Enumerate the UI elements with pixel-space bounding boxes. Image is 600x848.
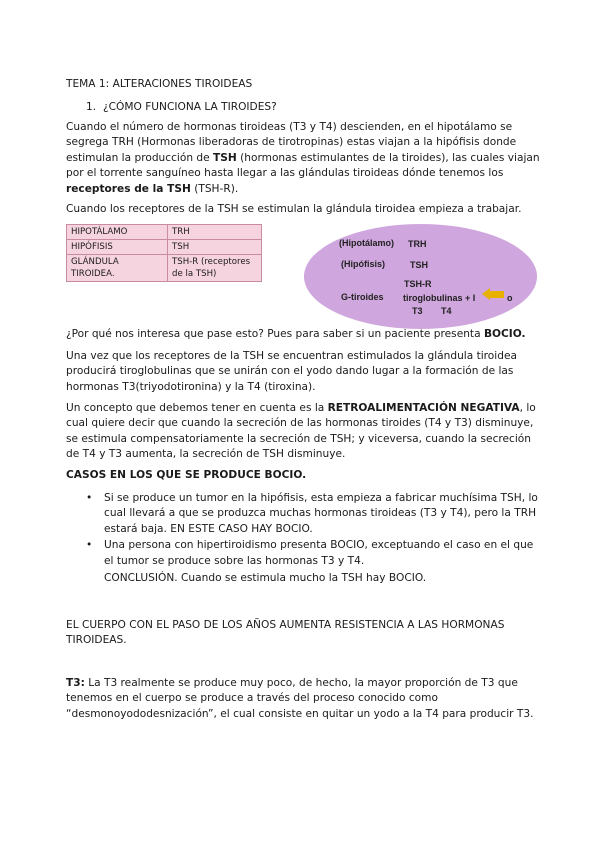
- table-cell: HIPÓFISIS: [67, 240, 168, 255]
- diagram-label-t4: T4: [441, 306, 452, 316]
- bold-retroalimentacion: RETROALIMENTACIÓN NEGATIVA: [327, 402, 520, 414]
- table-cell: TSH: [168, 240, 262, 255]
- list-item-text: Una persona con hipertiroidismo presenta BOCIO, exceptuando el caso en el que el tumor se produce sobre las hormonas T3 y T4.: [104, 539, 534, 567]
- paragraph-resistencia: EL CUERPO CON EL PASO DE LOS AÑOS AUMENTA RESISTENCIA A LAS HORMONAS TIROIDEAS.: [66, 619, 505, 647]
- table-cell: GLÁNDULA TIROIDEA.: [67, 255, 168, 282]
- diagram-label-tsh: TSH: [410, 260, 428, 270]
- text-run: Cuando el número de hormonas tiroideas (T3 y T4) descienden, en el hipotálamo se segrega TRH (Hormonas liberadoras de tirotropinas) estas viajan a la hipófisis donde estimulan la producción de: [66, 121, 517, 164]
- hormone-table: [66, 224, 262, 282]
- paragraph-tiroglobulinas: Una vez que los receptores de la TSH se encuentran estimulados la glándula tiroidea producirá tiroglobulinas que se unirán con el yodo dando lugar a la formación de las hormonas T3(triyodotironina) y la T4 (tiroxina).: [66, 350, 517, 393]
- casos-heading: CASOS EN LOS QUE SE PRODUCE BOCIO.: [66, 469, 307, 481]
- text-run: , lo cual quiere decir que cuando la secreción de las hormonas tiroides (T4 y T3) disminuye, se estimula compensatoriamente la secreción de TSH; y viceversa, cuando la secreción de T4 y T3 aumenta, la secreción de TSH disminuye.: [66, 402, 536, 461]
- paragraph-bocio-question: [66, 327, 544, 342]
- text-run: Un concepto que debemos tener en cuenta es la: [66, 402, 328, 414]
- diagram-label-tshr: TSH-R: [404, 279, 432, 289]
- table-row: [67, 240, 262, 255]
- text-run: (TSH-R).: [190, 182, 239, 195]
- table-row: [67, 255, 262, 282]
- section-label: ¿CÓMO FUNCIONA LA TIROIDES?: [103, 101, 277, 113]
- table-cell: TSH-R (receptores de la TSH): [168, 255, 262, 282]
- section-number: 1.: [86, 101, 97, 113]
- paragraph-t3: [66, 676, 544, 722]
- text-run: La T3 realmente se produce muy poco, de hecho, la mayor proporción de T3 que tenemos en el cuerpo se produce a través del proceso conocido como “desmonoyododesnización”, el cual consiste en quitar un yodo a la T4 para producir T3.: [66, 677, 534, 720]
- diagram-label-hipotalamo: (Hipotálamo): [339, 238, 394, 248]
- section-heading-1: [86, 100, 277, 115]
- list-item: [86, 538, 544, 569]
- diagram-label-hipofisis: (Hipófisis): [341, 259, 385, 269]
- bold-receptores: receptores de la TSH: [66, 182, 191, 195]
- casos-list: [86, 491, 544, 569]
- paragraph-tsh-intro: [66, 120, 544, 197]
- bold-t3-label: T3:: [66, 677, 85, 689]
- table-cell: HIPOTÁLAMO: [67, 225, 168, 240]
- diagram-label-trh: TRH: [408, 239, 427, 249]
- bold-tsh: TSH: [213, 151, 237, 164]
- document-title: TEMA 1: ALTERACIONES TIROIDEAS: [66, 78, 253, 90]
- paragraph-receptores: Cuando los receptores de la TSH se estimulan la glándula tiroidea empieza a trabajar.: [66, 203, 522, 215]
- bullet-icon: •: [86, 492, 93, 504]
- paragraph-retroalimentacion: [66, 401, 544, 463]
- diagram-label-gtiroides: G-tiroides: [341, 292, 384, 302]
- table-row: [67, 225, 262, 240]
- diagram-label-tiroglobulinas: tiroglobulinas + I: [403, 293, 476, 303]
- bullet-icon: •: [86, 539, 93, 552]
- list-item-text: Si se produce un tumor en la hipófisis, esta empieza a fabricar muchísima TSH, lo cual llevará a que se produzca muchas hormonas tiroideas (T3 y T4), pero la TRH estará baja. EN ESTE CASO HAY BOCIO.: [104, 492, 538, 535]
- list-item: [86, 491, 544, 537]
- arrow-body: [489, 291, 504, 298]
- bold-bocio: BOCIO.: [483, 328, 526, 340]
- text-run: (hormonas estimulantes de la tiroides), las cuales viajan por el torrente sanguíneo hasta llegar a las glándulas tiroideas dónde tenemos los: [66, 151, 540, 180]
- diagram-label-o: o: [507, 293, 513, 303]
- diagram-label-t3: T3: [412, 306, 423, 316]
- conclusion-text: CONCLUSIÓN. Cuando se estimula mucho la TSH hay BOCIO.: [104, 572, 427, 584]
- table-cell: TRH: [168, 225, 262, 240]
- text-run: ¿Por qué nos interesa que pase esto? Pues para saber si un paciente presenta: [66, 328, 484, 340]
